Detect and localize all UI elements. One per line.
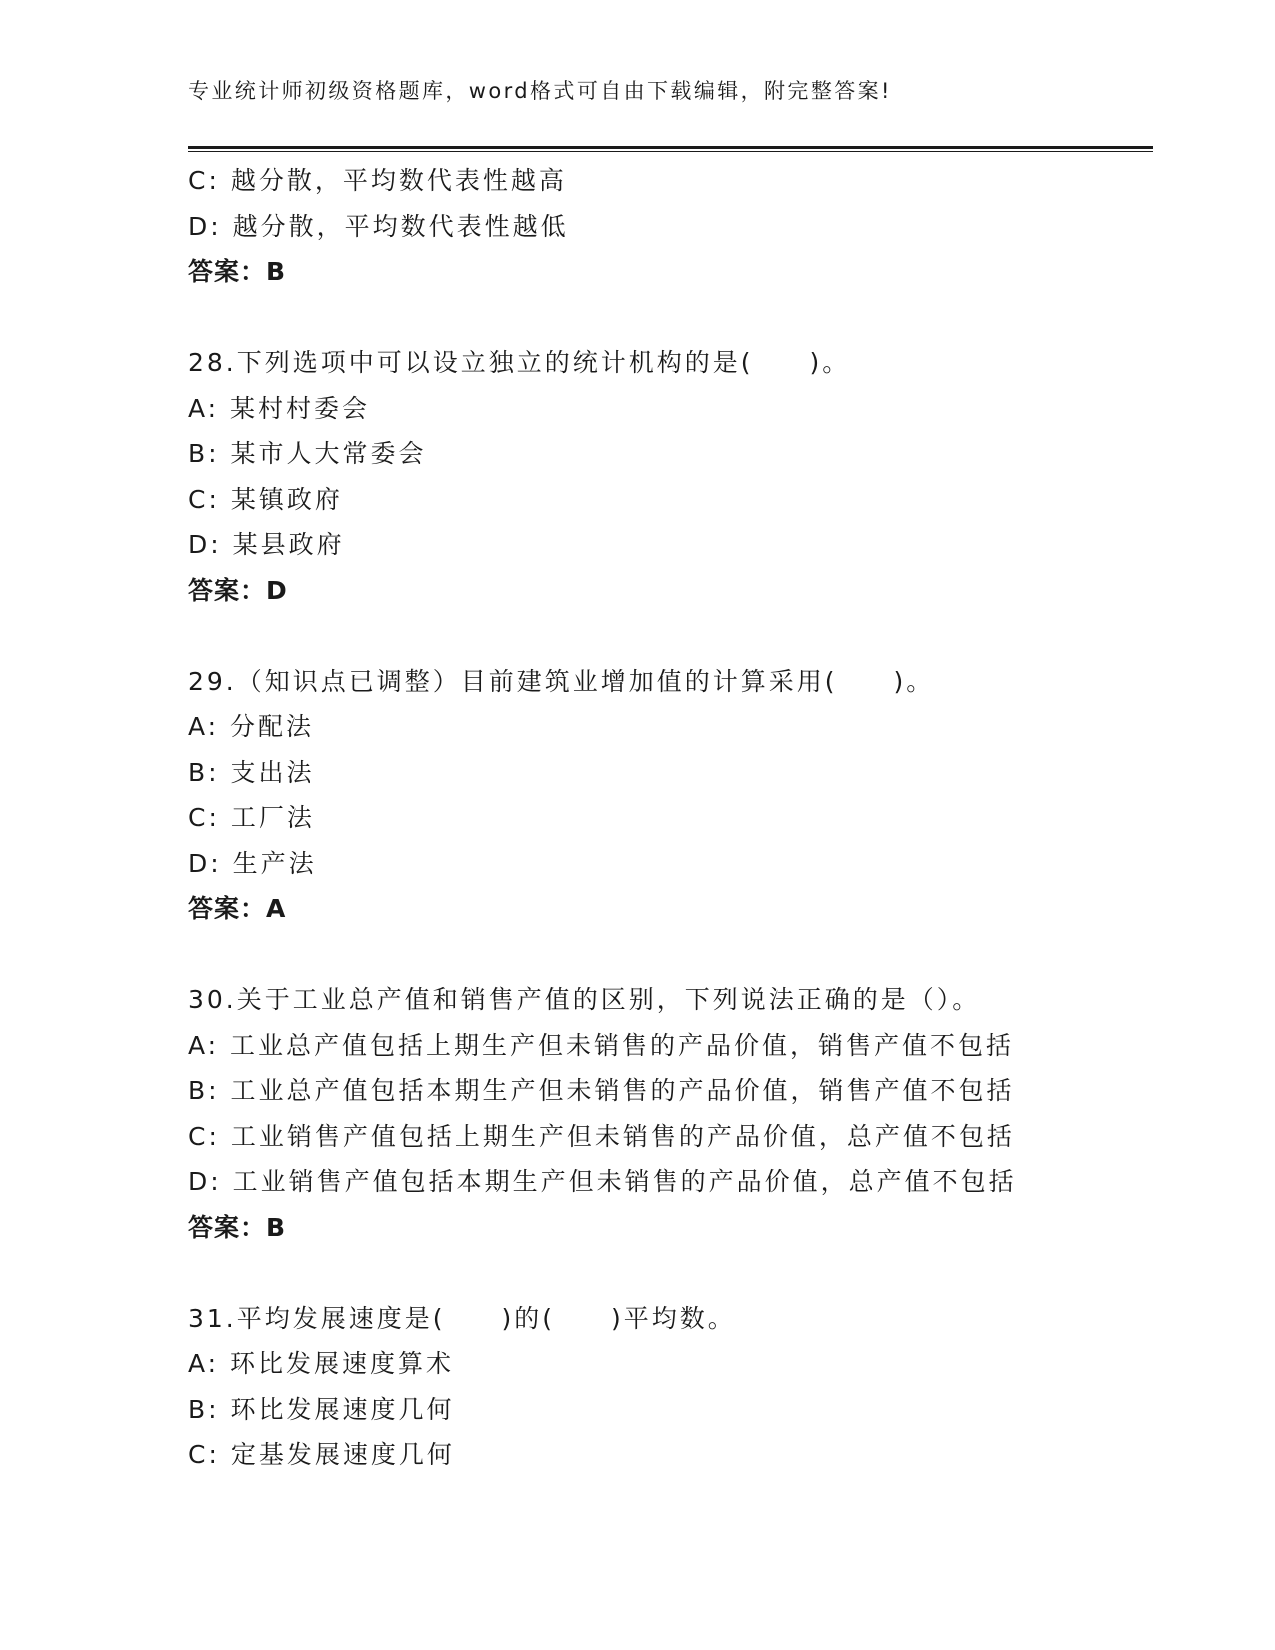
option-c: C: 越分散，平均数代表性越高 bbox=[188, 166, 567, 195]
option-d: D: 工业销售产值包括本期生产但未销售的产品价值，总产值不包括 bbox=[188, 1167, 1017, 1196]
option-d: D: 生产法 bbox=[188, 848, 317, 878]
spacer bbox=[188, 613, 1153, 659]
spacer bbox=[188, 932, 1153, 978]
question-31 bbox=[188, 1296, 1153, 1478]
option-c: C: 工业销售产值包括上期生产但未销售的产品价值，总产值不包括 bbox=[188, 1121, 1015, 1151]
option-c: C: 某镇政府 bbox=[188, 484, 343, 514]
question-27-tail bbox=[188, 158, 1153, 295]
question-text: 31.平均发展速度是( )的( )平均数。 bbox=[188, 1303, 736, 1333]
option-c: C: 工厂法 bbox=[188, 803, 315, 832]
question-text: 29.（知识点已调整）目前建筑业增加值的计算采用( )。 bbox=[188, 666, 935, 696]
answer-line: 答案：D bbox=[188, 575, 288, 605]
option-d: D: 某县政府 bbox=[188, 530, 345, 559]
option-b: B: 某市人大常委会 bbox=[188, 439, 427, 468]
option-b: B: 环比发展速度几何 bbox=[188, 1394, 455, 1424]
option-a: A: 某村村委会 bbox=[188, 393, 371, 423]
header-divider-thick bbox=[188, 146, 1153, 149]
answer-line: 答案：A bbox=[188, 894, 287, 923]
option-b: B: 支出法 bbox=[188, 757, 315, 787]
option-a: A: 分配法 bbox=[188, 712, 315, 741]
spacer bbox=[188, 295, 1153, 341]
question-list bbox=[188, 158, 1153, 1478]
option-a: A: 工业总产值包括上期生产但未销售的产品价值，销售产值不包括 bbox=[188, 1030, 1015, 1060]
question-text: 28.下列选项中可以设立独立的统计机构的是( )。 bbox=[188, 348, 851, 377]
question-30 bbox=[188, 977, 1153, 1250]
option-c: C: 定基发展速度几何 bbox=[188, 1440, 455, 1469]
question-text: 30.关于工业总产值和销售产值的区别，下列说法正确的是（）。 bbox=[188, 985, 981, 1014]
question-29 bbox=[188, 659, 1153, 932]
header-divider-thin bbox=[188, 151, 1153, 152]
answer-line: 答案：B bbox=[188, 257, 287, 286]
page-header: 专业统计师初级资格题库，word格式可自由下载编辑，附完整答案! bbox=[188, 79, 892, 103]
option-a: A: 环比发展速度算术 bbox=[188, 1349, 455, 1378]
spacer bbox=[188, 1250, 1153, 1296]
option-b: B: 工业总产值包括本期生产但未销售的产品价值，销售产值不包括 bbox=[188, 1076, 1015, 1105]
question-28 bbox=[188, 340, 1153, 613]
answer-line: 答案：B bbox=[188, 1212, 287, 1242]
option-d: D: 越分散，平均数代表性越低 bbox=[188, 211, 569, 241]
